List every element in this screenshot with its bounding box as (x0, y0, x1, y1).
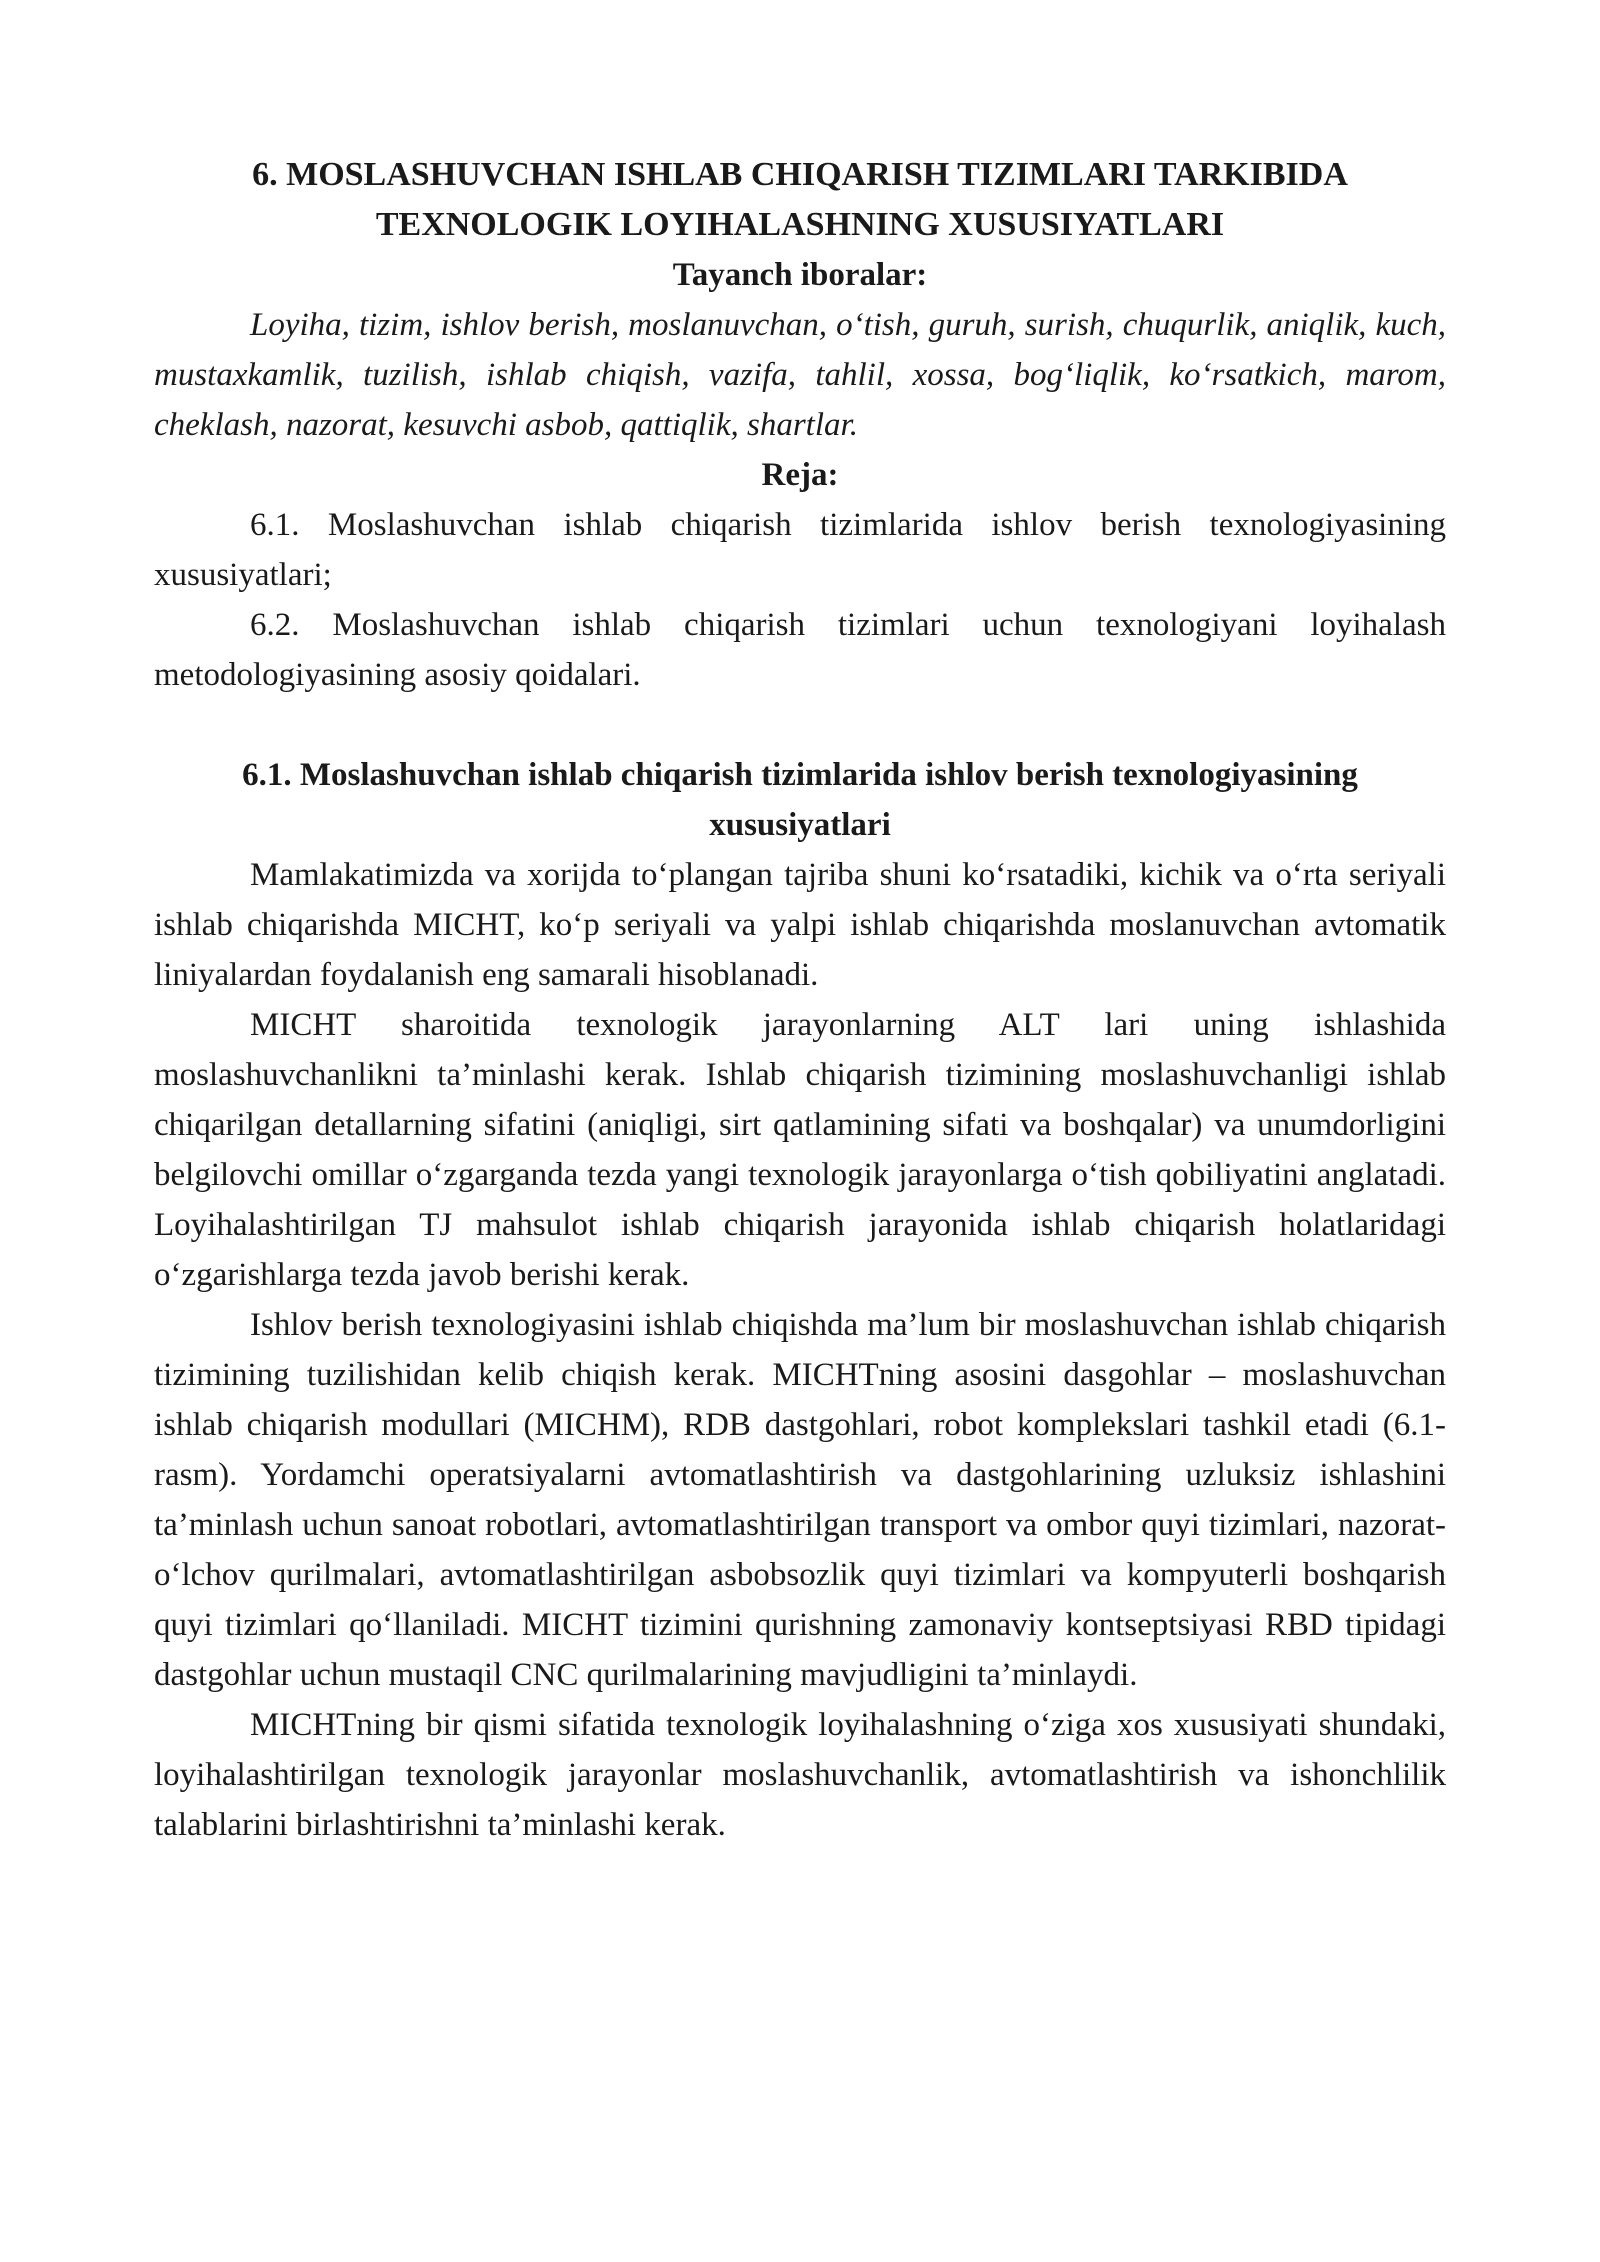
document-page (154, 150, 1446, 1850)
paragraph-3: Ishlov berish texnologiyasini ishlab chiqishda ma’lum bir moslashuvchan ishlab chiqarish tizimining tuzilishidan kelib chiqish kerak. MICHTning asosini dasgohlar – moslashuvchan ishlab chiqarish modullari (MICHM), RDB dastgohlari, robot komplekslari tashkil etadi (6.1-rasm). Yordamchi operatsiyalarni avtomatlashtirish va dastgohlarining uzluksiz ishlashini ta’minlash uchun sanoat robotlari, avtomatlashtirilgan transport va ombor quyi tizimlari, nazorat-o‘lchov qurilmalari, avtomatlashtirilgan asbobsozlik quyi tizimlari va kompyuterli boshqarish quyi tizimlari qo‘llaniladi. MICHT tizimini qurishning zamonaviy kontseptsiyasi RBD tipidagi dastgohlar uchun mustaqil CNC qurilmalarining mavjudligini ta’minlaydi. (154, 1307, 1446, 1693)
chapter-title-line-1: 6. MOSLASHUVCHAN ISHLAB CHIQARISH TIZIMLARI TARKIBIDA (252, 156, 1348, 193)
spacer (154, 700, 1446, 750)
chapter-title (154, 150, 1446, 250)
plan-heading: Reja: (761, 457, 839, 493)
keywords-heading: Tayanch iboralar: (672, 257, 928, 293)
plan-item-2: 6.2. Moslashuvchan ishlab chiqarish tizimlari uchun texnologiyani loyihalash metodologiyasining asosiy qoidalari. (154, 607, 1446, 693)
paragraph-4: MICHTning bir qismi sifatida texnologik loyihalashning o‘ziga xos xususiyati shundaki, loyihalashtirilgan texnologik jarayonlar moslashuvchanlik, avtomatlashtirish va ishonchlilik talablarini birlashtirishni ta’minlashi kerak. (154, 1707, 1446, 1843)
plan-item-1: 6.1. Moslashuvchan ishlab chiqarish tizimlarida ishlov berish texnologiyasining xususiyatlari; (154, 507, 1446, 593)
section-title: 6.1. Moslashuvchan ishlab chiqarish tizimlarida ishlov berish texnologiyasining xususiyatlari (242, 757, 1358, 843)
keywords-text: Loyiha, tizim, ishlov berish, moslanuvchan, o‘tish, guruh, surish, chuqurlik, aniqlik, kuch, mustaxkamlik, tuzilish, ishlab chiqish, vazifa, tahlil, xossa, bog‘liqlik, ko‘rsatkich, marom, cheklash, nazorat, kesuvchi asbob, qattiqlik, shartlar. (154, 307, 1446, 443)
paragraph-2: MICHT sharoitida texnologik jarayonlarning ALT lari uning ishlashida moslashuvchanlikni ta’minlashi kerak. Ishlab chiqarish tizimining moslashuvchanligi ishlab chiqarilgan detallarning sifatini (aniqligi, sirt qatlamining sifati va boshqalar) va unumdorligini belgilovchi omillar o‘zgarganda tezda yangi texnologik jarayonlarga o‘tish qobiliyatini anglatadi. Loyihalashtirilgan TJ mahsulot ishlab chiqarish jarayonida ishlab chiqarish holatlaridagi o‘zgarishlarga tezda javob berishi kerak. (154, 1007, 1446, 1293)
paragraph-1: Mamlakatimizda va xorijda to‘plangan tajriba shuni ko‘rsatadiki, kichik va o‘rta seriyali ishlab chiqarishda MICHT, ko‘p seriyali va yalpi ishlab chiqarishda moslanuvchan avtomatik liniyalardan foydalanish eng samarali hisoblanadi. (154, 857, 1446, 993)
chapter-title-line-2: TEXNOLOGIK LOYIHALASHNING XUSUSIYATLARI (375, 206, 1225, 243)
